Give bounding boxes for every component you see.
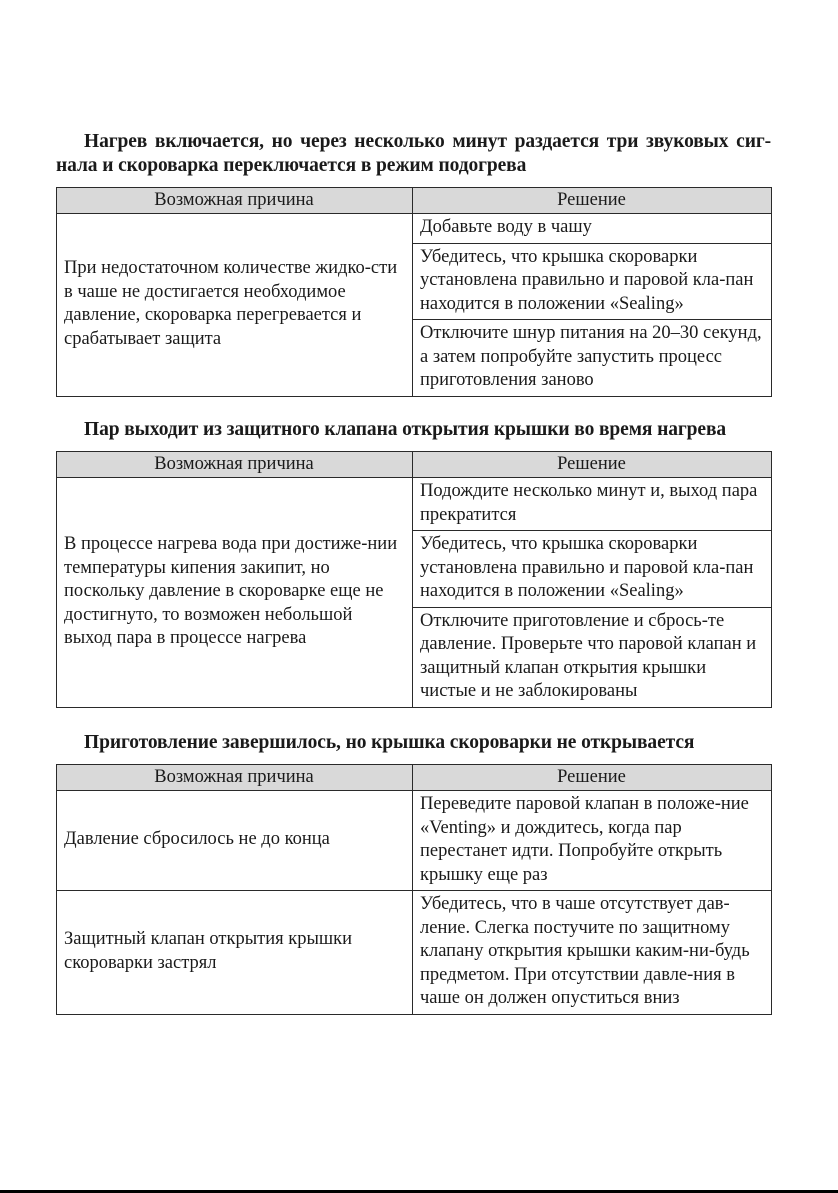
troubleshoot-section-2: [56, 418, 771, 708]
cause-cell: В процессе нагрева вода при достиже-нии температуры кипения закипит, но поскольку давление в скороварке еще не достигнуто, то возможен небольшой выход пара в процессе нагрева: [57, 478, 413, 708]
table-row: [57, 791, 772, 891]
solution-cell: Убедитесь, что крышка скороварки установлена правильно и паровой кла-пан находится в положении «Sealing»: [413, 243, 772, 320]
cause-cell: Защитный клапан открытия крышки скороварки застрял: [57, 891, 413, 1015]
solution-cell: Убедитесь, что крышка скороварки установлена правильно и паровой кла-пан находится в положении «Sealing»: [413, 531, 772, 608]
troubleshoot-table: [56, 764, 772, 1015]
troubleshoot-section-1: [56, 130, 771, 397]
table-header-row: [57, 765, 772, 791]
column-header-cause: Возможная причина: [57, 452, 413, 478]
section-heading: Пар выходит из защитного клапана открытия крышки во время нагрева: [84, 419, 727, 440]
table-header-row: [57, 188, 772, 214]
column-header-cause: Возможная причина: [57, 188, 413, 214]
cause-cell: При недостаточном количестве жидко-сти в чаше не достигается необходимое давление, скороварка перегревается и срабатывает защита: [57, 214, 413, 397]
table-row: [57, 214, 772, 244]
column-header-solution: Решение: [413, 765, 772, 791]
table-row: [57, 891, 772, 1015]
section-heading: Приготовление завершилось, но крышка скороварки не открывается: [84, 732, 695, 753]
column-header-cause: Возможная причина: [57, 765, 413, 791]
solution-cell: Убедитесь, что в чаше отсутствует дав-ление. Слегка постучите по защитному клапану открытия крышки каким-ни-будь предметом. При отсутствии давле-ния в чаше он должен опуститься вниз: [413, 891, 772, 1015]
troubleshoot-table: [56, 187, 772, 397]
table-header-row: [57, 452, 772, 478]
solution-cell: Добавьте воду в чашу: [413, 214, 772, 244]
cause-cell: Давление сбросилось не до конца: [57, 791, 413, 891]
solution-cell: Переведите паровой клапан в положе-ние «Venting» и дождитесь, когда пар перестанет идти. Попробуйте открыть крышку еще раз: [413, 791, 772, 891]
column-header-solution: Решение: [413, 188, 772, 214]
section-heading: Нагрев включается, но через несколько минут раздается три звуковых сиг-нала и скороварка переключается в режим подогрева: [56, 131, 771, 176]
solution-cell: Отключите приготовление и сбрось-те давление. Проверьте что паровой клапан и защитный клапан открытия крышки чистые и не заблокированы: [413, 607, 772, 707]
troubleshoot-section-3: [56, 731, 771, 1015]
table-row: [57, 478, 772, 531]
solution-cell: Подождите несколько минут и, выход пара прекратится: [413, 478, 772, 531]
troubleshoot-table: [56, 451, 772, 708]
column-header-solution: Решение: [413, 452, 772, 478]
solution-cell: Отключите шнур питания на 20–30 секунд, а затем попробуйте запустить процесс приготовления заново: [413, 320, 772, 397]
